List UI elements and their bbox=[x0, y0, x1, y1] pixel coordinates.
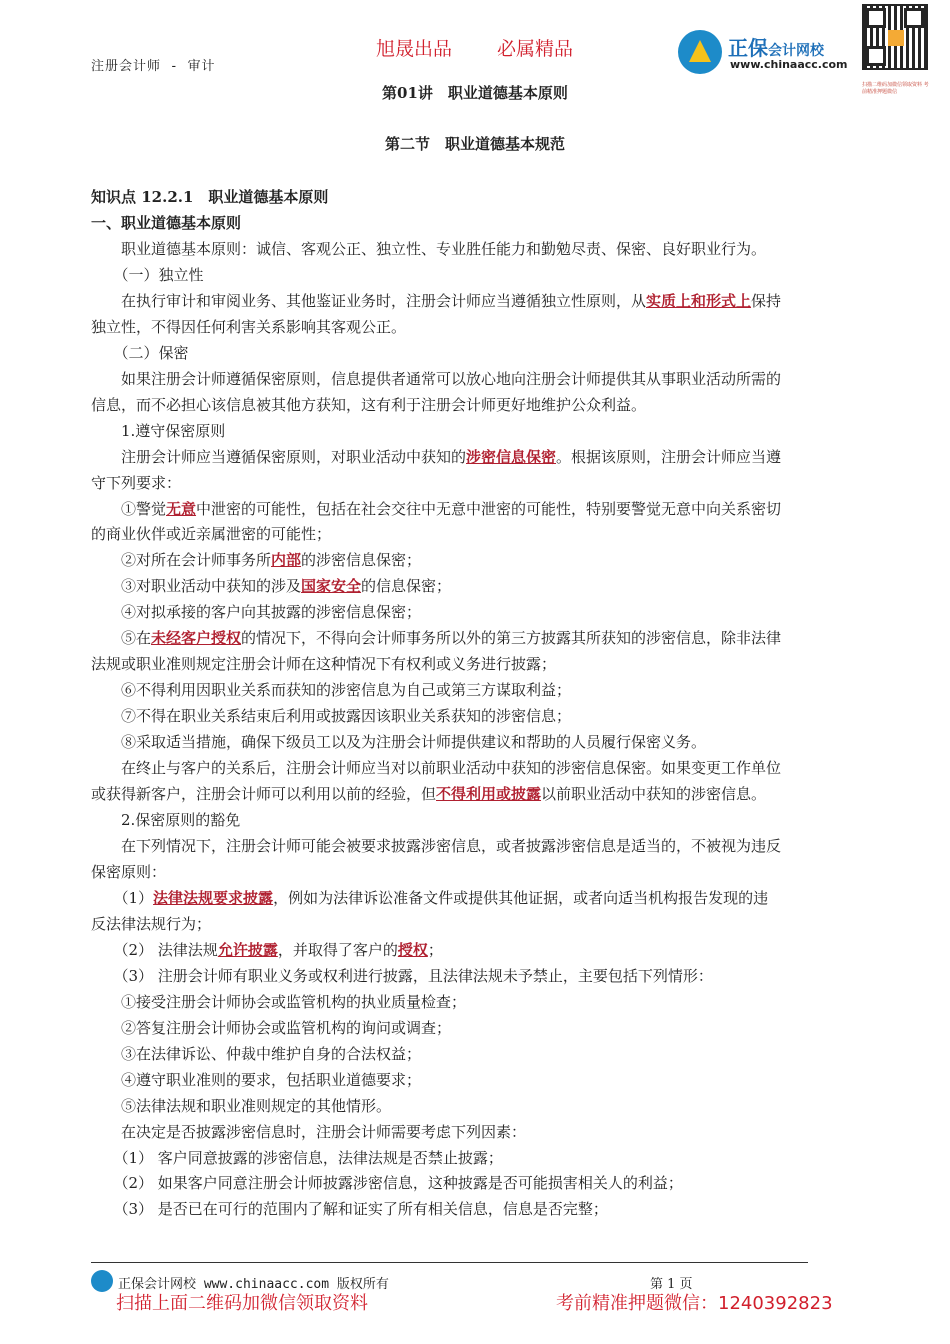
text-segment: （2） 法律法规 bbox=[91, 940, 218, 959]
text-segment: 的涉密信息保密； bbox=[301, 551, 422, 570]
text-segment: 在终止与客户的关系后，注册会计师应当对以前职业活动中获知的涉密信息保密。如果变更工作单位 bbox=[91, 759, 782, 778]
text-line bbox=[91, 1198, 860, 1219]
text-line bbox=[91, 264, 860, 285]
text-line bbox=[91, 757, 860, 778]
text-line bbox=[91, 186, 860, 207]
text-segment: （2） 如果客户同意注册会计师披露涉密信息，这种披露是否可能损害相关人的利益； bbox=[91, 1174, 683, 1193]
text-segment: 职业道德基本原则：诚信、客观公正、独立性、专业胜任能力和勤勉尽责、保密、良好职业行为。 bbox=[91, 239, 767, 258]
text-line bbox=[91, 991, 860, 1012]
logo-icon bbox=[678, 30, 722, 74]
text-segment: ⑥不得利用因职业关系而获知的涉密信息为自己或第三方谋取利益； bbox=[91, 681, 572, 700]
text-segment: 的商业伙伴或近亲属泄密的可能性； bbox=[91, 525, 332, 544]
highlight-term: 涉密信息保密 bbox=[466, 447, 557, 466]
text-segment: ④遵守职业准则的要求，包括职业道德要求； bbox=[91, 1070, 422, 1089]
text-line bbox=[91, 472, 860, 493]
text-segment: ，并取得了客户的 bbox=[277, 940, 398, 959]
text-segment: （3） 注册会计师有职业义务或权利进行披露，且法律法规未予禁止，主要包括下列情形： bbox=[91, 966, 713, 985]
brand-right: 必属精品 bbox=[497, 38, 574, 60]
text-segment: 2.保密原则的豁免 bbox=[91, 811, 241, 830]
brand-left: 旭晟出品 bbox=[376, 38, 453, 60]
promo-left: 扫描上面二维码加微信领取资料 bbox=[116, 1293, 368, 1314]
text-line bbox=[91, 601, 860, 622]
text-line bbox=[91, 1147, 860, 1168]
text-line bbox=[91, 1043, 860, 1064]
highlight-term: 未经客户授权 bbox=[151, 629, 242, 648]
text-line bbox=[91, 342, 860, 363]
logo-url: www.chinaacc.com bbox=[730, 58, 848, 71]
text-line bbox=[91, 1121, 860, 1142]
logo-name: 正保 bbox=[728, 36, 768, 60]
text-segment: ③在法律诉讼、仲裁中维护自身的合法权益； bbox=[91, 1044, 422, 1063]
text-line bbox=[91, 549, 860, 570]
text-line bbox=[91, 575, 860, 596]
text-line bbox=[91, 731, 860, 752]
text-line bbox=[91, 1095, 860, 1116]
promo-right: 考前精准押题微信：1240392823 bbox=[556, 1293, 833, 1314]
text-segment: 保密原则： bbox=[91, 862, 167, 881]
text-segment: ③对职业活动中获知的涉及 bbox=[91, 577, 302, 596]
highlight-term: 不得利用或披露 bbox=[436, 785, 542, 804]
highlight-term: 无意 bbox=[166, 499, 197, 518]
text-segment: 守下列要求： bbox=[91, 473, 182, 492]
text-line bbox=[91, 394, 860, 415]
text-segment: 的信息保密； bbox=[361, 577, 452, 596]
footer-divider bbox=[91, 1262, 808, 1263]
text-segment: ，例如为法律诉讼准备文件或提供其他证据，或者向适当机构报告发现的违 bbox=[273, 888, 769, 907]
text-segment: 以前职业活动中获知的涉密信息。 bbox=[541, 785, 767, 804]
text-segment: 反法律法规行为； bbox=[91, 914, 212, 933]
page-number: 第 1 页 bbox=[650, 1277, 693, 1292]
text-segment: （1） bbox=[91, 888, 154, 907]
text-segment: 或获得新客户，注册会计师可以利用以前的经验，但 bbox=[91, 785, 437, 804]
chinaacc-logo bbox=[678, 30, 858, 78]
course-label: 注册会计师 - 审计 bbox=[91, 59, 216, 74]
text-line bbox=[91, 939, 860, 960]
text-segment: （二）保密 bbox=[91, 343, 189, 362]
text-line bbox=[91, 1172, 860, 1193]
text-line bbox=[91, 1069, 860, 1090]
text-segment: 如果注册会计师遵循保密原则，信息提供者通常可以放心地向注册会计师提供其从事职业活动所需的 bbox=[91, 369, 782, 388]
text-segment: ； bbox=[427, 940, 443, 959]
lecture-title: 第01讲 职业道德基本原则 bbox=[382, 84, 568, 102]
text-line bbox=[91, 887, 860, 908]
logo-sub: 会计网校 bbox=[768, 43, 824, 59]
text-segment: ⑤法律法规和职业准则规定的其他情形。 bbox=[91, 1096, 392, 1115]
text-line bbox=[91, 861, 860, 882]
section-title: 第二节 职业道德基本规范 bbox=[384, 135, 565, 153]
text-segment: ④对拟承接的客户向其披露的涉密信息保密； bbox=[91, 603, 422, 622]
highlight-term: 国家安全 bbox=[301, 577, 362, 596]
text-segment: 在决定是否披露涉密信息时，注册会计师需要考虑下列因素： bbox=[91, 1122, 527, 1141]
text-line bbox=[91, 835, 860, 856]
text-segment: ⑧采取适当措施，确保下级员工以及为注册会计师提供建议和帮助的人员履行保密义务。 bbox=[91, 733, 707, 752]
text-line bbox=[91, 498, 860, 519]
text-line bbox=[91, 627, 860, 648]
text-line bbox=[91, 212, 860, 233]
highlight-term: 授权 bbox=[397, 940, 428, 959]
text-segment: ⑤在 bbox=[91, 629, 152, 648]
text-line bbox=[91, 705, 860, 726]
text-segment: ②答复注册会计师协会或监管机构的询问或调查； bbox=[91, 1018, 452, 1037]
text-line bbox=[91, 316, 860, 337]
text-segment: 一、职业道德基本原则 bbox=[91, 213, 242, 232]
text-segment: 的情况下，不得向会计师事务所以外的第三方披露其所获知的涉密信息，除非法律 bbox=[241, 629, 782, 648]
text-segment: 信息，而不必担心该信息被其他方获知，这有利于注册会计师更好地维护公众利益。 bbox=[91, 395, 647, 414]
text-line bbox=[91, 368, 860, 389]
text-segment: 。根据该原则，注册会计师应当遵 bbox=[556, 447, 782, 466]
text-segment: 知识点 12.2.1 职业道德基本原则 bbox=[91, 188, 329, 206]
text-line bbox=[91, 653, 860, 674]
text-line bbox=[91, 420, 860, 441]
text-line bbox=[91, 523, 860, 544]
text-segment: ②对所在会计师事务所 bbox=[91, 551, 272, 570]
text-line bbox=[91, 913, 860, 934]
highlight-term: 内部 bbox=[271, 551, 302, 570]
text-line bbox=[91, 809, 860, 830]
highlight-term: 允许披露 bbox=[217, 940, 278, 959]
text-segment: 法规或职业准则规定注册会计师在这种情况下有权利或义务进行披露； bbox=[91, 655, 557, 674]
text-segment: 1.遵守保密原则 bbox=[91, 421, 226, 440]
text-line bbox=[91, 1017, 860, 1038]
text-line bbox=[91, 783, 860, 804]
text-segment: ①接受注册会计师协会或监管机构的执业质量检查； bbox=[91, 992, 467, 1011]
text-segment: 在执行审计和审阅业务、其他鉴证业务时，注册会计师应当遵循独立性原则，从 bbox=[91, 291, 647, 310]
text-segment: （3） 是否已在可行的范围内了解和证实了所有相关信息，信息是否完整； bbox=[91, 1200, 608, 1219]
qr-code-icon bbox=[862, 4, 928, 70]
text-line bbox=[91, 679, 860, 700]
text-line bbox=[91, 965, 860, 986]
qr-note: 扫描二维码加微信领取资料 考前精准押题微信 bbox=[862, 82, 929, 95]
footer-logo-icon bbox=[91, 1270, 113, 1292]
text-segment: 注册会计师应当遵循保密原则，对职业活动中获知的 bbox=[91, 447, 467, 466]
text-segment: ①警觉 bbox=[91, 499, 167, 518]
text-segment: 保持 bbox=[751, 291, 782, 310]
text-line bbox=[91, 446, 860, 467]
footer-copyright: 正保会计网校 www.chinaacc.com 版权所有 bbox=[118, 1277, 389, 1292]
highlight-term: 法律法规要求披露 bbox=[153, 888, 274, 907]
text-line bbox=[91, 238, 860, 259]
text-segment: ⑦不得在职业关系结束后利用或披露因该职业关系获知的涉密信息； bbox=[91, 707, 572, 726]
text-segment: 在下列情况下，注册会计师可能会被要求披露涉密信息，或者披露涉密信息是适当的，不被视为违反 bbox=[91, 837, 782, 855]
text-segment: 独立性，不得因任何利害关系影响其客观公正。 bbox=[91, 317, 407, 336]
text-segment: （1） 客户同意披露的涉密信息，法律法规是否禁止披露； bbox=[91, 1148, 503, 1167]
highlight-term: 实质上和形式上 bbox=[646, 291, 752, 310]
text-segment: （一）独立性 bbox=[91, 265, 204, 284]
text-line bbox=[91, 290, 860, 311]
text-segment: 中泄密的可能性，包括在社会交往中无意中泄密的可能性，特别要警觉无意中向关系密切 bbox=[196, 499, 782, 518]
